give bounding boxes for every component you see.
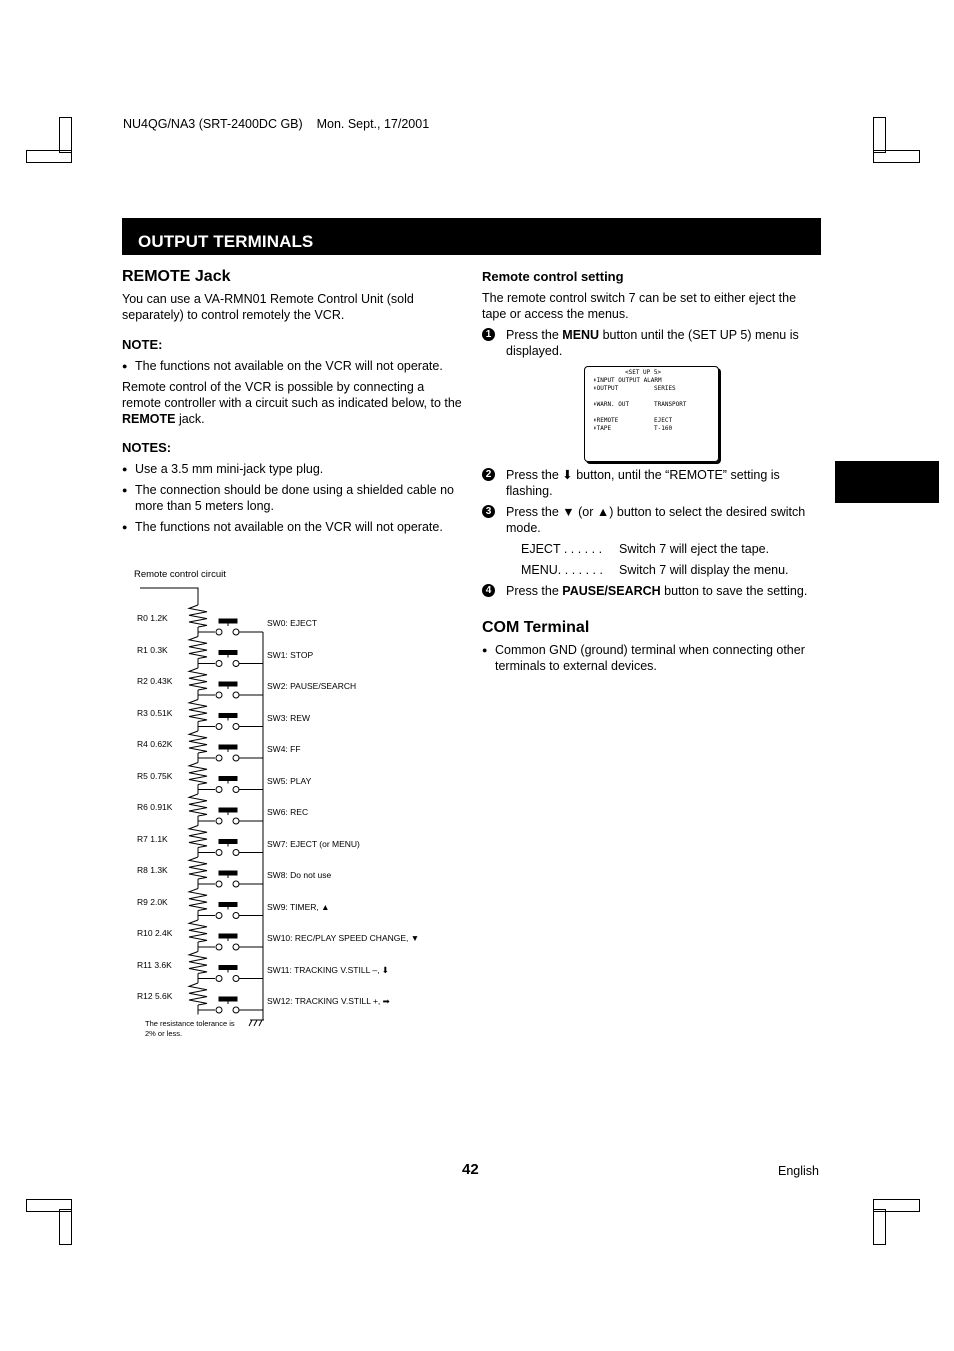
resistor-label: R8 1.3K <box>137 865 168 875</box>
remote-setting-heading: Remote control setting <box>482 269 624 284</box>
option-value: Switch 7 will eject the tape. <box>619 542 770 556</box>
body-bold: REMOTE <box>122 412 176 426</box>
switch-contact <box>233 661 239 667</box>
option-value: Switch 7 will display the menu. <box>619 563 789 577</box>
notes-item: ● Use a 3.5 mm mini-jack type plug. <box>122 461 462 477</box>
switch-contact <box>233 913 239 919</box>
section-title: OUTPUT TERMINALS <box>138 232 314 251</box>
note-heading: NOTE: <box>122 337 163 352</box>
switch-button <box>219 651 237 655</box>
step-1 <box>482 327 822 359</box>
resistor <box>189 794 207 816</box>
switch-contact <box>216 661 222 667</box>
option-eject <box>482 541 822 557</box>
switch-contact <box>233 881 239 887</box>
remote-setting-section <box>482 269 822 359</box>
setup-menu-screen <box>584 366 719 462</box>
resistor <box>189 605 207 627</box>
resistor <box>189 731 207 753</box>
resistor <box>189 983 207 1005</box>
resistor-label: R11 3.6K <box>137 959 172 970</box>
switch-button <box>219 934 237 938</box>
switch-contact <box>233 692 239 698</box>
menu-value: SERIES <box>654 385 676 392</box>
switch-contact <box>216 1007 222 1013</box>
resistor-label: R2 0.43K <box>137 676 173 686</box>
note-item: ● The functions not available on the VCR will not operate. <box>122 358 462 374</box>
menu-row: ⬍TAPE <box>593 425 612 432</box>
switch-button <box>219 808 237 812</box>
page-number: 42 <box>462 1161 479 1178</box>
switch-button <box>219 997 237 1001</box>
switch-button <box>219 966 237 970</box>
switch-contact <box>233 818 239 824</box>
resistor <box>189 952 207 974</box>
step-text-end: button until the (SET UP 5) menu is displayed. <box>506 328 799 358</box>
switch-label: SW0: EJECT <box>267 618 318 628</box>
com-terminal-item: ● Common GND (ground) terminal when connecting other terminals to external devices. <box>482 642 822 674</box>
step-number: 4 <box>482 584 495 597</box>
step-text-end: button to save the setting. <box>660 584 808 598</box>
switch-label: SW2: PAUSE/SEARCH <box>267 681 357 691</box>
step-2 <box>482 467 822 499</box>
resistor-label: R3 0.51K <box>137 707 173 718</box>
step-text: Press the ⬇ button, until the “REMOTE” setting is flashing. <box>506 468 780 498</box>
resistor <box>189 889 207 911</box>
switch-label: SW4: FF <box>267 744 301 754</box>
resistor <box>189 668 207 690</box>
circuit-lead-wire <box>140 588 198 605</box>
switch-label: SW12: TRACKING V.STILL +, ➡ <box>267 996 390 1006</box>
switch-contact <box>233 755 239 761</box>
remote-setting-steps <box>482 467 822 674</box>
step-4 <box>482 583 822 599</box>
switch-contact <box>233 944 239 950</box>
notes-heading: NOTES: <box>122 440 172 455</box>
switch-label: SW5: PLAY <box>267 775 312 786</box>
resistor-label: R9 2.0K <box>137 896 168 907</box>
switch-contact <box>233 629 239 635</box>
resistor-label: R6 0.91K <box>137 802 173 812</box>
remote-jack-heading: REMOTE Jack <box>122 268 231 285</box>
resistor-label: R5 0.75K <box>137 770 173 781</box>
step-text: Press the <box>506 584 563 598</box>
switch-contact <box>233 724 239 730</box>
tolerance-note: The resistance tolerance is 2% or less. <box>145 1019 235 1038</box>
document-header: NU4QG/NA3 (SRT-2400DC GB) Mon. Sept., 17/2001 <box>123 117 430 131</box>
notes-item: ● The connection should be done using a shielded cable no more than 5 meters long. <box>122 482 462 514</box>
step-number: 1 <box>482 328 495 341</box>
switch-contact <box>216 850 222 856</box>
switch-label: SW3: REW <box>267 712 310 723</box>
step-bold: PAUSE/SEARCH <box>562 584 661 598</box>
switch-label: SW7: EJECT (or MENU) <box>267 838 360 849</box>
switch-label: SW1: STOP <box>267 649 314 660</box>
switch-label: SW10: REC/PLAY SPEED CHANGE, ▼ <box>267 933 420 943</box>
body-text: Remote control of the VCR is possible by connecting a remote controller with a circuit such as indicated below, to the <box>122 380 462 410</box>
circuit-title: Remote control circuit <box>134 569 226 580</box>
switch-label: SW9: TIMER, ▲ <box>267 901 330 912</box>
menu-row: ⬍INPUT OUTPUT ALARM <box>593 377 662 384</box>
switch-button <box>219 619 237 623</box>
com-terminal-heading: COM Terminal <box>482 619 590 636</box>
switch-button <box>219 682 237 686</box>
step-number: 3 <box>482 505 495 518</box>
switch-contact <box>216 755 222 761</box>
option-key: EJECT . . . . . . <box>521 542 603 556</box>
ground-hatch <box>259 1020 262 1026</box>
switch-label: SW8: Do not use <box>267 870 332 880</box>
resistor-label: R1 0.3K <box>137 644 168 655</box>
resistor <box>189 700 207 722</box>
menu-value: T-160 <box>654 425 673 432</box>
switch-contact <box>216 787 222 793</box>
language-label: English <box>778 1164 819 1178</box>
menu-value: EJECT <box>654 417 673 424</box>
resistor <box>189 637 207 659</box>
notes-item: ● The functions not available on the VCR will not operate. <box>122 519 462 535</box>
remote-setting-intro: The remote control switch 7 can be set to either eject the tape or access the menus. <box>482 291 797 321</box>
switch-contact <box>216 629 222 635</box>
switch-contact <box>233 1007 239 1013</box>
option-key: MENU. . . . . . . <box>521 563 603 577</box>
resistor-label: R7 1.1K <box>137 833 168 844</box>
switch-label: SW11: TRACKING V.STILL –, ⬇ <box>267 964 389 975</box>
switch-button <box>219 871 237 875</box>
ground-hatch <box>249 1020 252 1026</box>
remote-jack-intro: You can use a VA-RMN01 Remote Control Unit (sold separately) to control remotely the VCR. <box>122 292 414 322</box>
resistor-label: R4 0.62K <box>137 739 173 749</box>
switch-contact <box>216 913 222 919</box>
switch-button <box>219 745 237 749</box>
switch-button <box>219 903 237 907</box>
switch-contact <box>233 976 239 982</box>
switch-contact <box>233 787 239 793</box>
ground-hatch <box>254 1020 257 1026</box>
switch-label: SW6: REC <box>267 807 309 817</box>
switch-contact <box>216 818 222 824</box>
switch-contact <box>216 692 222 698</box>
step-text: Press the <box>506 328 563 342</box>
menu-row: ⬍REMOTE <box>593 417 619 424</box>
step-bold: MENU <box>562 328 600 342</box>
switch-contact <box>216 976 222 982</box>
menu-row: ⬍OUTPUT <box>593 385 619 392</box>
switch-contact <box>216 881 222 887</box>
resistor-label: R10 2.4K <box>137 928 173 938</box>
step-3 <box>482 504 822 536</box>
resistor <box>189 826 207 848</box>
menu-row: ⬍WARN. OUT <box>593 401 630 408</box>
resistor <box>189 857 207 879</box>
switch-contact <box>233 850 239 856</box>
switch-contact <box>216 944 222 950</box>
switch-button <box>219 840 237 844</box>
switch-button <box>219 714 237 718</box>
resistor <box>189 763 207 785</box>
option-menu <box>482 562 822 578</box>
menu-value: TRANSPORT <box>654 401 687 408</box>
menu-title: <SET UP 5> <box>625 369 662 376</box>
body-text-end: jack. <box>175 412 205 426</box>
step-number: 2 <box>482 468 495 481</box>
step-text: Press the ▼ (or ▲) button to select the desired switch mode. <box>506 505 806 535</box>
switch-contact <box>216 724 222 730</box>
resistor-label: R0 1.2K <box>137 613 168 623</box>
switch-button <box>219 777 237 781</box>
resistor <box>189 920 207 942</box>
resistor-label: R12 5.6K <box>137 991 173 1001</box>
